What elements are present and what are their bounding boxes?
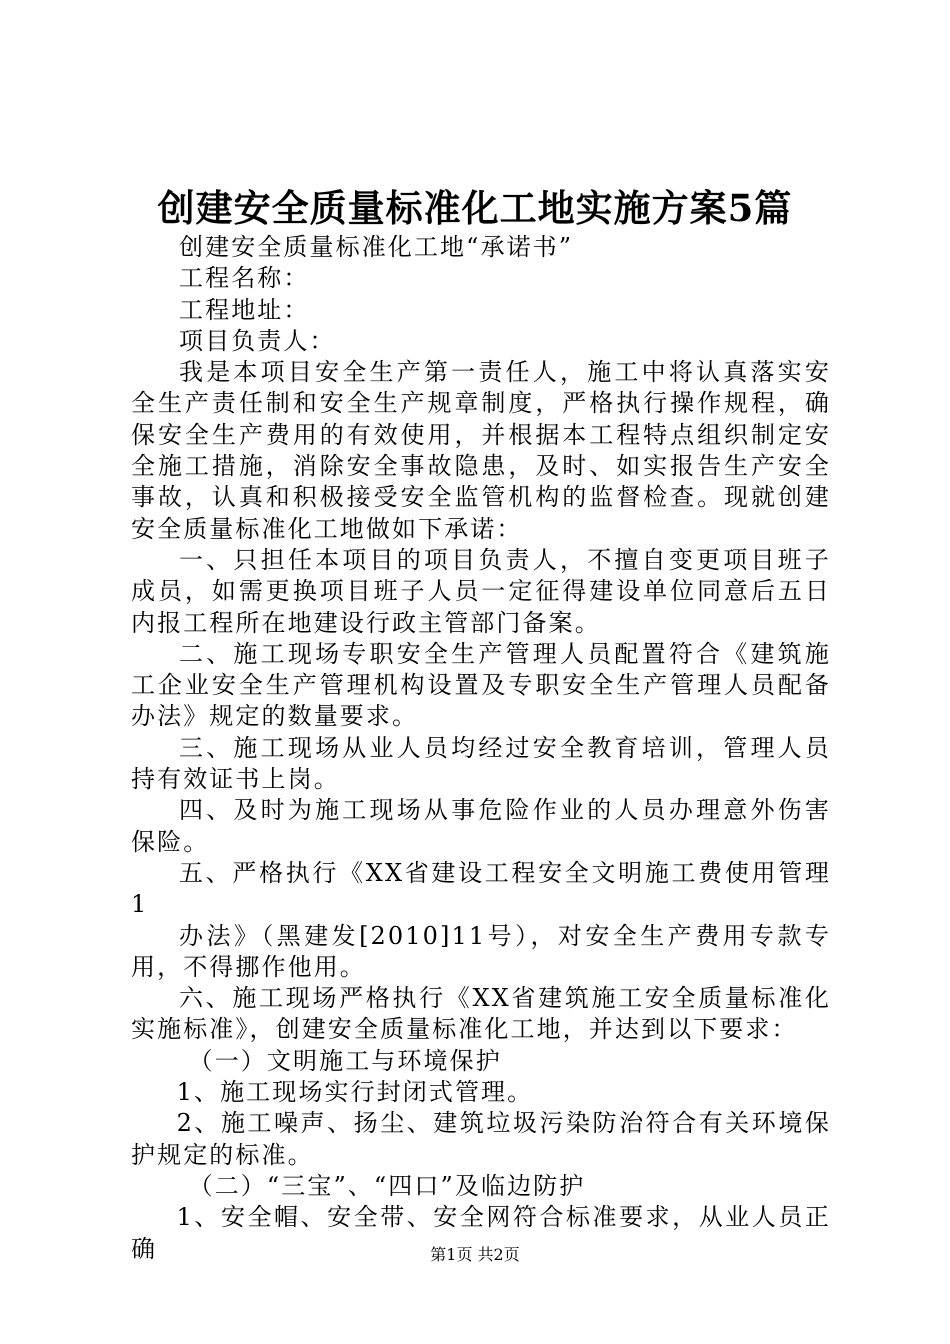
paragraph: 1、施工现场实行封闭式管理。 <box>176 1078 534 1107</box>
paragraph: 四、及时为施工现场从事危险作业的人员办理意外伤害保险。 <box>131 796 831 856</box>
paragraph: 二、施工现场专职安全生产管理人员配置符合《建筑施工企业安全生产管理机构设置及专职安全生产管理人员配备办法》规定的数量要求。 <box>131 639 831 731</box>
paragraph: （一）文明施工与环境保护 <box>188 1046 502 1075</box>
page-footer: 第1页 共2页 <box>430 1245 520 1264</box>
paragraph: 创建安全质量标准化工地“承诺书” <box>179 233 574 261</box>
paragraph: 办法》（黑建发[2010]11号），对安全生产费用专款专用，不得挪作他用。 <box>131 921 831 981</box>
paragraph: 项目负责人： <box>179 326 336 355</box>
paragraph: 一、只担任本项目的项目负责人，不擅自变更项目班子成员，如需更换项目班子人员一定征得建设单位同意后五日内报工程所在地建设行政主管部门备案。 <box>131 545 831 637</box>
paragraph: 工程名称： <box>179 264 310 293</box>
paragraph: 2、施工噪声、扬尘、建筑垃圾污染防治符合有关环境保护规定的标准。 <box>131 1109 831 1169</box>
paragraph: 工程地址： <box>179 295 310 324</box>
paragraph: 三、施工现场从业人员均经过安全教育培训，管理人员持有效证书上岗。 <box>131 733 831 794</box>
paragraph: 1、安全帽、安全带、安全网符合标准要求，从业人员正确 <box>131 1203 831 1263</box>
document-body <box>131 232 831 1265</box>
document-title: 创建安全质量标准化工地实施方案5篇 <box>157 186 793 230</box>
paragraph: 五、严格执行《XX省建设工程安全文明施工费使用管理1 <box>131 858 831 919</box>
paragraph: （二）“三宝”、“四口”及临边防护 <box>188 1171 586 1200</box>
paragraph: 我是本项目安全生产第一责任人，施工中将认真落实安全生产责任制和安全生产规章制度，严格执行操作规程，确保安全生产费用的有效使用，并根据本工程特点组织制定安全施工措施，消除安全事故隐患，及时、如实报告生产安全事故，认真和积极接受安全监管机构的监督检查。现就创建安全质量标准化工地做如下承诺： <box>131 358 831 543</box>
paragraph: 六、施工现场严格执行《XX省建筑施工安全质量标准化实施标准》，创建安全质量标准化工地，并达到以下要求： <box>131 984 831 1044</box>
